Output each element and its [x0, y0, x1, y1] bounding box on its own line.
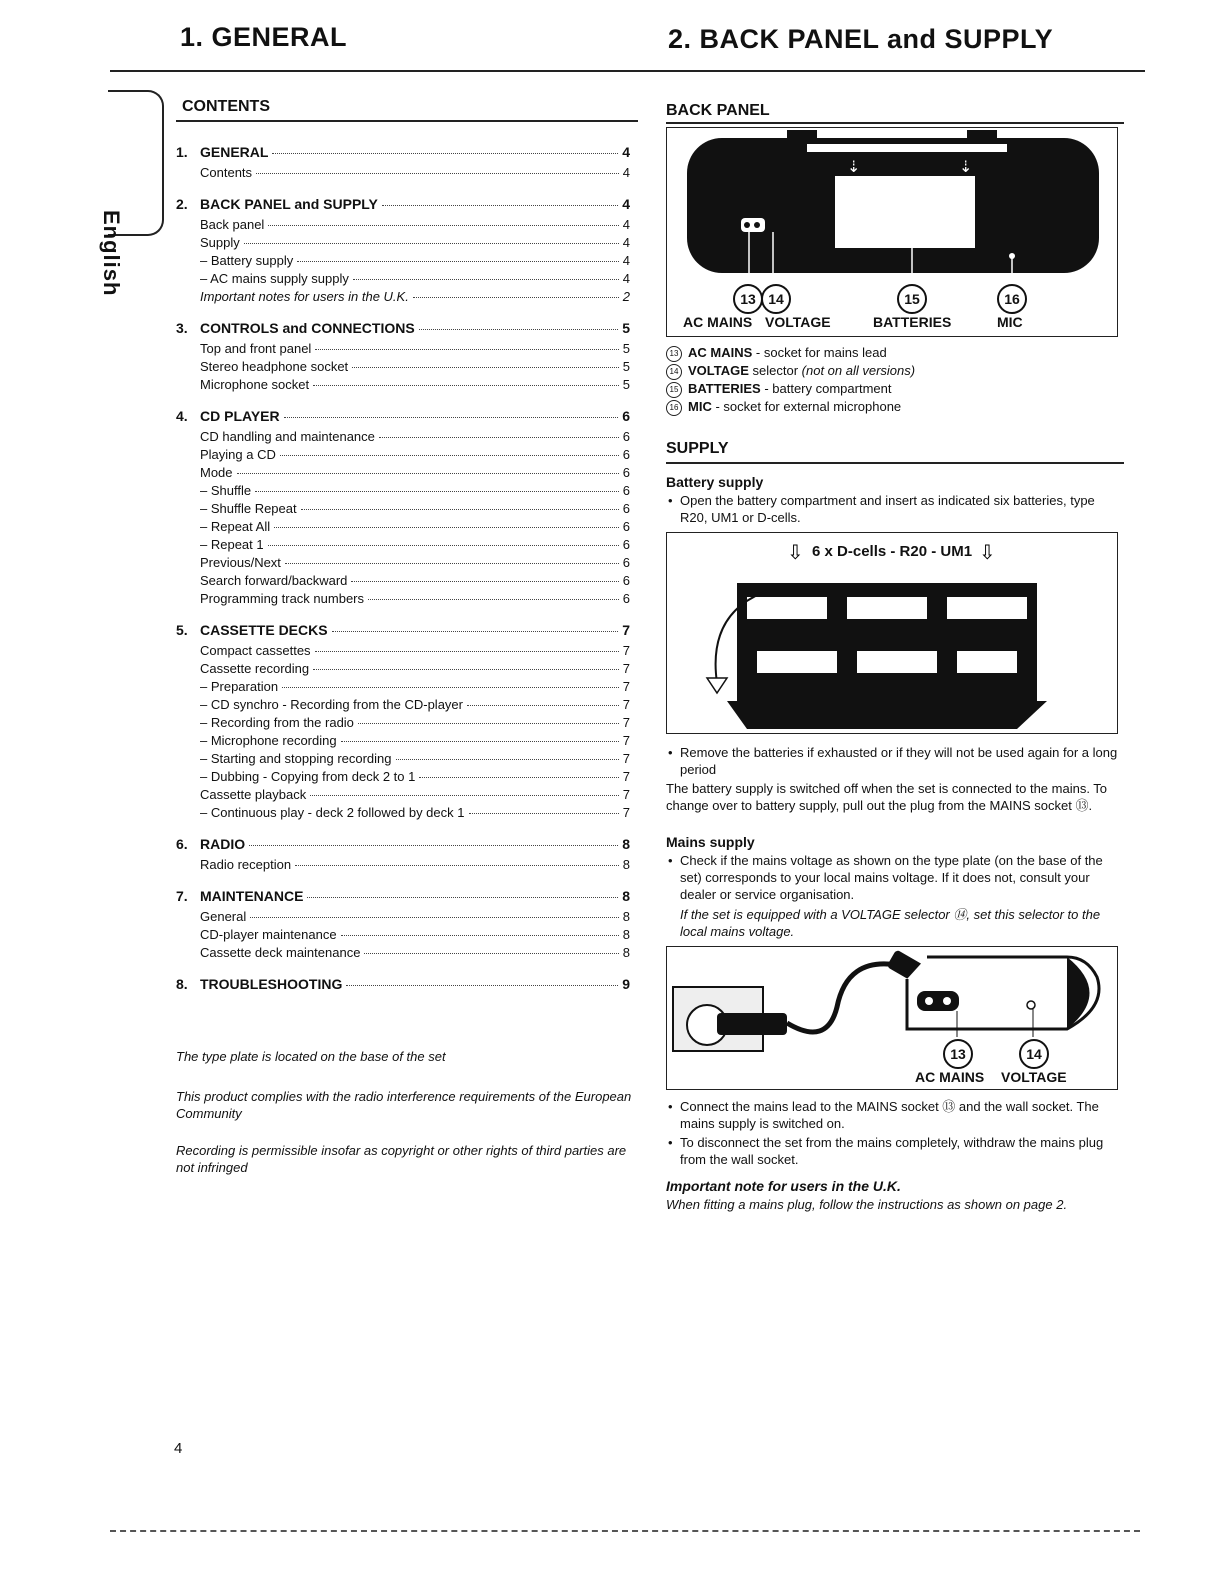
toc-leader-dots — [282, 687, 619, 688]
toc-page-number: 8 — [622, 909, 630, 924]
mains-check-bullet: • Check if the mains voltage as shown on the type plate (on the base of the set) corresponds to your local mains voltage. If it does not, consult your dealer or service organisation. — [680, 852, 1120, 903]
legend-description: - socket for external microphone — [711, 399, 902, 414]
toc-entry-label — [176, 944, 360, 961]
toc-subentry — [176, 768, 630, 785]
toc-entry-label — [176, 976, 342, 993]
toc-leader-dots — [419, 329, 619, 330]
toc-page-number: 6 — [622, 519, 630, 534]
legend-item — [666, 398, 1126, 416]
toc-entry-label — [176, 216, 264, 233]
toc-entry-label — [176, 908, 246, 925]
toc-entry-text: CONTROLS and CONNECTIONS — [200, 320, 415, 336]
toc-subentry — [176, 714, 630, 731]
toc-entry-label — [176, 518, 270, 535]
legend-callout-icon: 16 — [666, 400, 682, 416]
legend-term: BATTERIES — [688, 381, 761, 396]
toc-leader-dots — [268, 225, 618, 226]
back-panel-legend — [666, 344, 1126, 416]
toc-entry-text: – Preparation — [200, 679, 279, 694]
toc-page-number: 8 — [622, 945, 630, 960]
toc-entry-text: – Continuous play - deck 2 followed by deck 1 — [200, 805, 465, 820]
toc-entry-text: Cassette recording — [200, 661, 310, 676]
toc-subentry — [176, 376, 630, 393]
toc-entry-label — [176, 252, 293, 269]
contents-rule — [176, 120, 638, 122]
toc-page-number: 7 — [622, 769, 630, 784]
toc-page-number: 7 — [622, 661, 630, 676]
toc-leader-dots — [352, 367, 619, 368]
label-voltage: VOLTAGE — [765, 314, 831, 330]
toc-subentry — [176, 786, 630, 803]
toc-entry-text: CASSETTE DECKS — [200, 622, 328, 638]
toc-entry-text: CD PLAYER — [200, 408, 280, 424]
toc-subentry — [176, 678, 630, 695]
mains-supply-heading: Mains supply — [666, 834, 755, 850]
toc-entry-number: 5. — [176, 622, 188, 638]
toc-leader-dots — [315, 651, 619, 652]
back-panel-heading: BACK PANEL — [666, 102, 770, 119]
toc-subentry — [176, 750, 630, 767]
toc-subentry — [176, 908, 630, 925]
toc-entry-text: Previous/Next — [200, 555, 281, 570]
toc-page-number: 7 — [622, 715, 630, 730]
toc-page-number: 4 — [622, 253, 630, 268]
supply-rule — [666, 462, 1124, 464]
toc-entry-text: Playing a CD — [200, 447, 276, 462]
legend-callout-icon: 13 — [666, 346, 682, 362]
toc-entry-label — [176, 590, 364, 607]
contents-heading: CONTENTS — [182, 98, 270, 115]
toc-subentry — [176, 270, 630, 287]
toc-entry-label — [176, 696, 463, 713]
remove-batteries-bullet: • Remove the batteries if exhausted or if they will not be used again for a long period — [680, 744, 1120, 778]
toc-entry-label — [176, 768, 415, 785]
toc-subentry — [176, 856, 630, 873]
callout-16-icon: 16 — [997, 284, 1027, 314]
toc-leader-dots — [346, 985, 618, 986]
legend-description: - socket for mains lead — [752, 345, 887, 360]
connect-mains-bullet: • Connect the mains lead to the MAINS socket ⑬ and the wall socket. The mains supply is switched on. — [680, 1098, 1120, 1132]
toc-page-number: 4 — [622, 165, 630, 180]
toc-entry-text: Search forward/backward — [200, 573, 348, 588]
toc-subentry — [176, 288, 630, 305]
toc-page-number: 6 — [622, 501, 630, 516]
toc-page-number: 7 — [622, 679, 630, 694]
toc-entry-text: – AC mains supply supply — [200, 271, 349, 286]
header-rule — [110, 70, 1145, 72]
toc-page-number: 8 — [622, 857, 630, 872]
toc-entry-label — [176, 926, 337, 943]
supply-heading: SUPPLY — [666, 440, 729, 457]
toc-leader-dots — [419, 777, 618, 778]
toc-leader-dots — [250, 917, 619, 918]
toc-page-number: 8 — [622, 836, 630, 852]
toc-leader-dots — [315, 349, 618, 350]
footer-rule — [110, 1530, 1140, 1532]
toc-page-number: 6 — [622, 429, 630, 444]
toc-leader-dots — [351, 581, 618, 582]
toc-entry-text: GENERAL — [200, 144, 269, 160]
toc-entry-text: MAINTENANCE — [200, 888, 304, 904]
label-mic: MIC — [997, 314, 1023, 330]
toc-leader-dots — [364, 953, 618, 954]
toc-entry-text: Back panel — [200, 217, 265, 232]
toc-leader-dots — [310, 795, 619, 796]
toc-leader-dots — [284, 417, 619, 418]
toc-page-number: 4 — [622, 217, 630, 232]
toc-entry-label — [176, 408, 280, 425]
toc-leader-dots — [255, 491, 619, 492]
toc-page-number: 6 — [622, 591, 630, 606]
toc-page-number: 6 — [622, 483, 630, 498]
toc-section-entry — [176, 888, 630, 905]
toc-page-number: 4 — [622, 235, 630, 250]
label-batteries: BATTERIES — [873, 314, 952, 330]
battery-insert-bullet: • Open the battery compartment and insert as indicated six batteries, type R20, UM1 or D-cells. — [680, 492, 1120, 526]
toc-section-entry — [176, 320, 630, 337]
toc-entry-text: Compact cassettes — [200, 643, 311, 658]
toc-page-number: 7 — [622, 805, 630, 820]
battery-figure-label: 6 x D-cells - R20 - UM1 — [812, 543, 973, 560]
toc-entry-text: – Shuffle Repeat — [200, 501, 297, 516]
toc-entry-label — [176, 482, 251, 499]
toc-entry-number: 6. — [176, 836, 188, 852]
callout-15-icon: 15 — [897, 284, 927, 314]
toc-subentry — [176, 234, 630, 251]
toc-page-number: 6 — [622, 537, 630, 552]
mains-label-voltage: VOLTAGE — [1001, 1069, 1067, 1085]
toc-leader-dots — [256, 173, 619, 174]
toc-leader-dots — [382, 205, 618, 206]
toc-page-number: 6 — [622, 573, 630, 588]
toc-page-number: 5 — [622, 377, 630, 392]
mains-connection-illustration — [667, 947, 1117, 1057]
legend-description: - battery compartment — [760, 381, 892, 396]
toc-subentry — [176, 572, 630, 589]
toc-entry-text: Cassette deck maintenance — [200, 945, 361, 960]
toc-leader-dots — [353, 279, 619, 280]
type-plate-note: The type plate is located on the base of the set — [176, 1049, 446, 1064]
toc-entry-label — [176, 732, 337, 749]
legend-term: VOLTAGE — [688, 363, 749, 378]
toc-entry-number: 8. — [176, 976, 188, 992]
toc-entry-label — [176, 678, 278, 695]
toc-entry-label — [176, 358, 348, 375]
toc-subentry — [176, 340, 630, 357]
toc-page-number: 6 — [622, 408, 630, 424]
toc-entry-text: Supply — [200, 235, 240, 250]
toc-subentry — [176, 804, 630, 821]
toc-subentry — [176, 554, 630, 571]
toc-subentry — [176, 732, 630, 749]
mains-figure — [666, 946, 1118, 1090]
svg-text:⇣: ⇣ — [959, 157, 973, 176]
toc-leader-dots — [280, 455, 619, 456]
toc-subentry — [176, 500, 630, 517]
battery-figure — [666, 532, 1118, 734]
toc-page-number: 6 — [622, 555, 630, 570]
battery-switch-text: The battery supply is switched off when the set is connected to the mains. To change over to battery supply, pull out the plug from the MAINS socket ⑬. — [666, 781, 1108, 813]
toc-leader-dots — [379, 437, 619, 438]
label-ac-mains: AC MAINS — [683, 314, 753, 330]
legend-item — [666, 344, 1126, 362]
legend-item — [666, 362, 1126, 380]
toc-subentry — [176, 482, 630, 499]
toc-entry-text: General — [200, 909, 247, 924]
toc-entry-number: 2. — [176, 196, 188, 212]
back-panel-figure — [666, 127, 1118, 337]
toc-entry-label — [176, 836, 245, 853]
toc-entry-label — [176, 234, 240, 251]
toc-entry-text: – Starting and stopping recording — [200, 751, 392, 766]
mains-callout-13-icon: 13 — [943, 1039, 973, 1069]
toc-subentry — [176, 464, 630, 481]
toc-page-number: 4 — [622, 144, 630, 160]
toc-leader-dots — [249, 845, 618, 846]
toc-entry-number: 1. — [176, 144, 188, 160]
toc-leader-dots — [297, 261, 619, 262]
toc-subentry — [176, 642, 630, 659]
toc-leader-dots — [301, 509, 619, 510]
callout-14-icon: 14 — [761, 284, 791, 314]
toc-entry-label — [176, 320, 415, 337]
toc-leader-dots — [244, 243, 619, 244]
svg-text:⇩: ⇩ — [979, 540, 996, 564]
toc-entry-text: Radio reception — [200, 857, 292, 872]
toc-entry-label — [176, 572, 347, 589]
toc-leader-dots — [341, 935, 619, 936]
toc-entry-label — [176, 554, 281, 571]
toc-subentry — [176, 428, 630, 445]
toc-entry-text: BACK PANEL and SUPPLY — [200, 196, 378, 212]
svg-text:⇣: ⇣ — [847, 157, 861, 176]
uk-note-heading: Important note for users in the U.K. — [666, 1178, 901, 1194]
toc-page-number: 7 — [622, 751, 630, 766]
toc-page-number: 5 — [622, 320, 630, 336]
toc-entry-text: – Dubbing - Copying from deck 2 to 1 — [200, 769, 416, 784]
toc-entry-label — [176, 536, 264, 553]
toc-entry-label — [176, 464, 233, 481]
toc-entry-number: 3. — [176, 320, 188, 336]
disconnect-mains-bullet: • To disconnect the set from the mains completely, withdraw the mains plug from the wall socket. — [680, 1134, 1120, 1168]
toc-leader-dots — [396, 759, 619, 760]
toc-subentry — [176, 926, 630, 943]
toc-page-number: 7 — [622, 697, 630, 712]
toc-entry-label — [176, 270, 349, 287]
toc-entry-text: – Shuffle — [200, 483, 252, 498]
toc-page-number: 5 — [622, 359, 630, 374]
toc-entry-label — [176, 804, 465, 821]
toc-entry-text: Microphone socket — [200, 377, 310, 392]
toc-entry-text: Important notes for users in the U.K. — [200, 289, 409, 304]
toc-entry-text: – Repeat All — [200, 519, 271, 534]
toc-entry-text: Programming track numbers — [200, 591, 364, 606]
toc-subentry — [176, 660, 630, 677]
page-number: 4 — [174, 1440, 183, 1457]
toc-entry-text: Mode — [200, 465, 233, 480]
toc-leader-dots — [341, 741, 619, 742]
toc-page-number: 2 — [622, 289, 630, 304]
toc-section-entry — [176, 836, 630, 853]
toc-entry-text: RADIO — [200, 836, 246, 852]
toc-page-number: 7 — [622, 787, 630, 802]
toc-page-number: 4 — [622, 271, 630, 286]
toc-leader-dots — [268, 545, 619, 546]
toc-leader-dots — [237, 473, 619, 474]
toc-page-number: 5 — [622, 341, 630, 356]
toc-entry-text: CD handling and maintenance — [200, 429, 375, 444]
mains-label-ac-mains: AC MAINS — [915, 1069, 985, 1085]
toc-subentry — [176, 164, 630, 181]
legend-term: MIC — [688, 399, 712, 414]
toc-entry-label — [176, 446, 276, 463]
toc-leader-dots — [295, 865, 619, 866]
toc-entry-text: TROUBLESHOOTING — [200, 976, 343, 992]
legend-description: selector — [748, 363, 802, 378]
toc-leader-dots — [467, 705, 619, 706]
toc-entry-label — [176, 500, 297, 517]
toc-entry-label — [176, 340, 311, 357]
mains-callout-14-icon: 14 — [1019, 1039, 1049, 1069]
toc-leader-dots — [313, 385, 619, 386]
svg-text:⇩: ⇩ — [787, 540, 804, 564]
toc-section-entry — [176, 408, 630, 425]
toc-leader-dots — [358, 723, 619, 724]
toc-entry-number: 4. — [176, 408, 188, 424]
toc-subentry — [176, 252, 630, 269]
toc-leader-dots — [313, 669, 619, 670]
toc-leader-dots — [413, 297, 619, 298]
language-tab — [99, 90, 164, 297]
toc-entry-label — [176, 856, 291, 873]
back-panel-rule — [666, 122, 1124, 124]
battery-compartment-illustration — [667, 533, 1117, 733]
radio-interference-note: This product complies with the radio interference requirements of the European Community — [176, 1089, 632, 1121]
toc-page-number: 6 — [622, 447, 630, 462]
legend-extra-note: (not on all versions) — [801, 363, 916, 378]
toc-entry-text: Top and front panel — [200, 341, 312, 356]
voltage-selector-note: If the set is equipped with a VOLTAGE selector ⑭, set this selector to the local mains voltage. — [680, 907, 1101, 939]
toc-section-entry — [176, 144, 630, 161]
toc-entry-label — [176, 750, 392, 767]
toc-page-number: 7 — [622, 733, 630, 748]
legend-callout-icon: 15 — [666, 382, 682, 398]
toc-section-entry — [176, 196, 630, 213]
toc-entry-text: Contents — [200, 165, 253, 180]
toc-subentry — [176, 944, 630, 961]
toc-subentry — [176, 696, 630, 713]
toc-page-number: 6 — [622, 465, 630, 480]
toc-subentry — [176, 358, 630, 375]
toc-page-number: 7 — [622, 643, 630, 658]
legend-term: AC MAINS — [688, 345, 753, 360]
toc-page-number: 8 — [622, 927, 630, 942]
uk-note-text: When fitting a mains plug, follow the instructions as shown on page 2. — [666, 1197, 1068, 1212]
copyright-note: Recording is permissible insofar as copyright or other rights of third parties are not infringed — [176, 1143, 627, 1175]
legend-item — [666, 380, 1126, 398]
toc-section-entry — [176, 622, 630, 639]
toc-leader-dots — [368, 599, 619, 600]
page-title-left: 1. GENERAL — [180, 22, 348, 52]
toc-leader-dots — [274, 527, 619, 528]
toc-entry-label — [176, 164, 252, 181]
toc-entry-text: – Repeat 1 — [200, 537, 264, 552]
toc-page-number: 8 — [622, 888, 630, 904]
toc-entry-label — [176, 888, 303, 905]
toc-subentry — [176, 536, 630, 553]
toc-subentry — [176, 518, 630, 535]
toc-entry-label — [176, 288, 409, 305]
toc-entry-label — [176, 622, 328, 639]
toc-page-number: 9 — [622, 976, 630, 992]
toc-entry-text: – Microphone recording — [200, 733, 337, 748]
toc-entry-label — [176, 714, 354, 731]
toc-entry-label — [176, 376, 309, 393]
battery-supply-heading: Battery supply — [666, 474, 764, 490]
toc-leader-dots — [307, 897, 618, 898]
toc-leader-dots — [272, 153, 618, 154]
toc-entry-text: – Battery supply — [200, 253, 294, 268]
toc-leader-dots — [469, 813, 619, 814]
toc-subentry — [176, 216, 630, 233]
legend-callout-icon: 14 — [666, 364, 682, 380]
toc-entry-text: – CD synchro - Recording from the CD-player — [200, 697, 463, 712]
language-tab-label: English — [99, 210, 124, 297]
toc-entry-label — [176, 144, 268, 161]
toc-entry-text: CD-player maintenance — [200, 927, 337, 942]
toc-entry-number: 7. — [176, 888, 188, 904]
toc-leader-dots — [332, 631, 619, 632]
toc-section-entry — [176, 976, 630, 993]
callout-13-icon: 13 — [733, 284, 763, 314]
toc-entry-label — [176, 642, 311, 659]
toc-entry-label — [176, 428, 375, 445]
toc-entry-label — [176, 196, 378, 213]
toc-page-number: 7 — [622, 622, 630, 638]
toc-entry-text: Stereo headphone socket — [200, 359, 349, 374]
page-title-right: 2. BACK PANEL and SUPPLY — [668, 24, 1054, 54]
toc-subentry — [176, 590, 630, 607]
back-panel-illustration — [667, 128, 1117, 288]
toc-entry-text: Cassette playback — [200, 787, 307, 802]
toc-leader-dots — [285, 563, 619, 564]
toc-subentry — [176, 446, 630, 463]
toc-page-number: 4 — [622, 196, 630, 212]
toc-entry-text: – Recording from the radio — [200, 715, 354, 730]
toc-entry-label — [176, 786, 306, 803]
toc-entry-label — [176, 660, 309, 677]
